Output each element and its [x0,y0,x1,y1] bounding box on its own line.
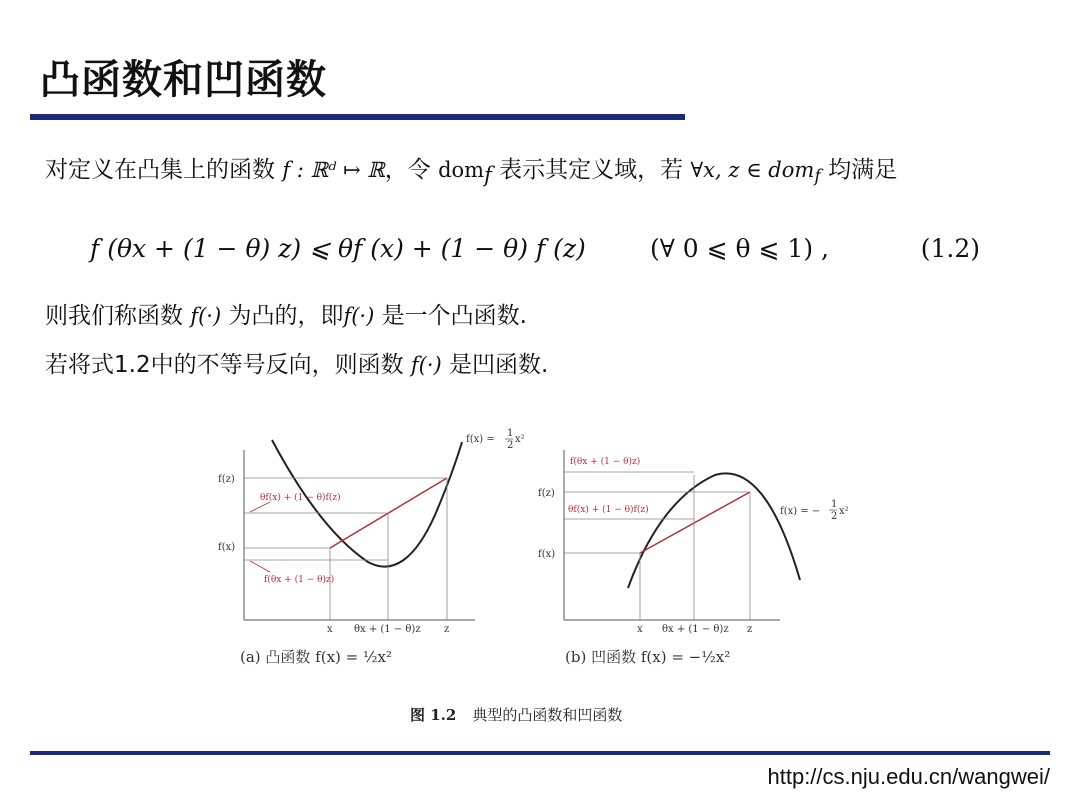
convex-fz-label: f(z) [218,474,235,485]
convex-fx-label: f(x) [218,542,236,553]
convex-curve-label-num: 1 [507,428,514,439]
concave-plot [538,450,849,635]
domain-text: dom [438,158,485,182]
concave-fx-label: f(x) [538,549,556,560]
equation-number: (1.2) [920,234,980,263]
definition-means: 表示其定义域，若 [499,157,684,183]
forall-subscript: f [814,167,821,188]
concave-x-tick-z: z [747,624,753,635]
slide-title: 凸函数和凹函数 [40,57,327,103]
forall-text: ∀x, z ∈ dom [690,158,815,182]
concave-curve-label-var: x² [839,506,849,517]
convex-x-tick-x: x [327,624,333,635]
concave-function-symbol: f(·) [410,353,442,377]
convexity-equation [90,234,980,278]
convex-annot-top-arrow [250,502,270,512]
concave-prefix: 若将式1.2中的不等号反向，则函数 [45,352,404,378]
concave-curve-label-den: 2 [831,511,838,522]
convex-annot-bottom-arrow [250,561,270,572]
equation-condition: (∀ 0 ⩽ θ ⩽ 1) , [650,234,829,263]
caption-convex: (a) 凸函数 f(x) = ½x² [240,648,393,666]
definition-suffix: 均满足 [828,157,898,183]
convex-middle: 为凸的，即 [228,303,344,329]
definition-paragraph [45,154,1005,193]
figure-title-text: 典型的凸函数和凹函数 [472,706,623,724]
concave-curve-label-num: 1 [831,499,838,510]
convex-curve-label-var: x² [515,434,525,445]
figure-number: 图 1.2 [410,706,457,724]
convex-curve-label-lhs: f(x) = [466,434,495,445]
definition-let: ，令 [384,157,431,183]
function-map: f : ℝᵈ ↦ ℝ [282,158,385,182]
concave-curve [628,473,800,588]
caption-concave: (b) 凹函数 f(x) = −½x² [565,648,731,666]
footer-url[interactable]: http://cs.nju.edu.cn/wangwei/ [767,764,1050,789]
concave-statement [45,349,548,381]
domain-symbol [438,158,492,188]
concave-curve-label-lhs: f(x) = − [780,506,821,517]
convex-plot [218,428,525,635]
convex-suffix: 是一个凸函数. [381,303,527,329]
convex-concave-figure [210,420,860,730]
concave-annot-top: f(θx + (1 − θ)z) [570,457,641,467]
definition-prefix: 对定义在凸集上的函数 [45,157,275,183]
forall-clause [690,158,821,188]
convex-function-symbol-2: f(·) [343,304,375,328]
concave-x-tick-mix: θx + (1 − θ)z [662,624,729,635]
concave-x-tick-x: x [637,624,643,635]
convex-x-tick-z: z [444,624,450,635]
equation-inequality: f (θx + (1 − θ) z) ⩽ θf (x) + (1 − θ) f (z) [90,234,586,263]
convex-annot-top: θf(x) + (1 − θ)f(z) [260,493,341,503]
figure-svg [210,420,860,730]
title-divider [30,114,685,120]
convex-statement [45,300,527,332]
domain-subscript: f [484,163,492,188]
convex-function-symbol: f(·) [190,304,222,328]
concave-annot-bottom: θf(x) + (1 − θ)f(z) [568,505,649,515]
convex-annot-bottom: f(θx + (1 − θ)z) [264,575,335,585]
convex-prefix: 则我们称函数 [45,303,183,329]
figure-title [410,704,622,725]
concave-suffix: 是凹函数. [449,352,549,378]
convex-x-tick-mix: θx + (1 − θ)z [354,624,421,635]
concave-chord [640,492,750,553]
footer-divider [30,751,1050,755]
concave-fz-label: f(z) [538,488,555,499]
convex-curve-label-den: 2 [507,440,514,451]
